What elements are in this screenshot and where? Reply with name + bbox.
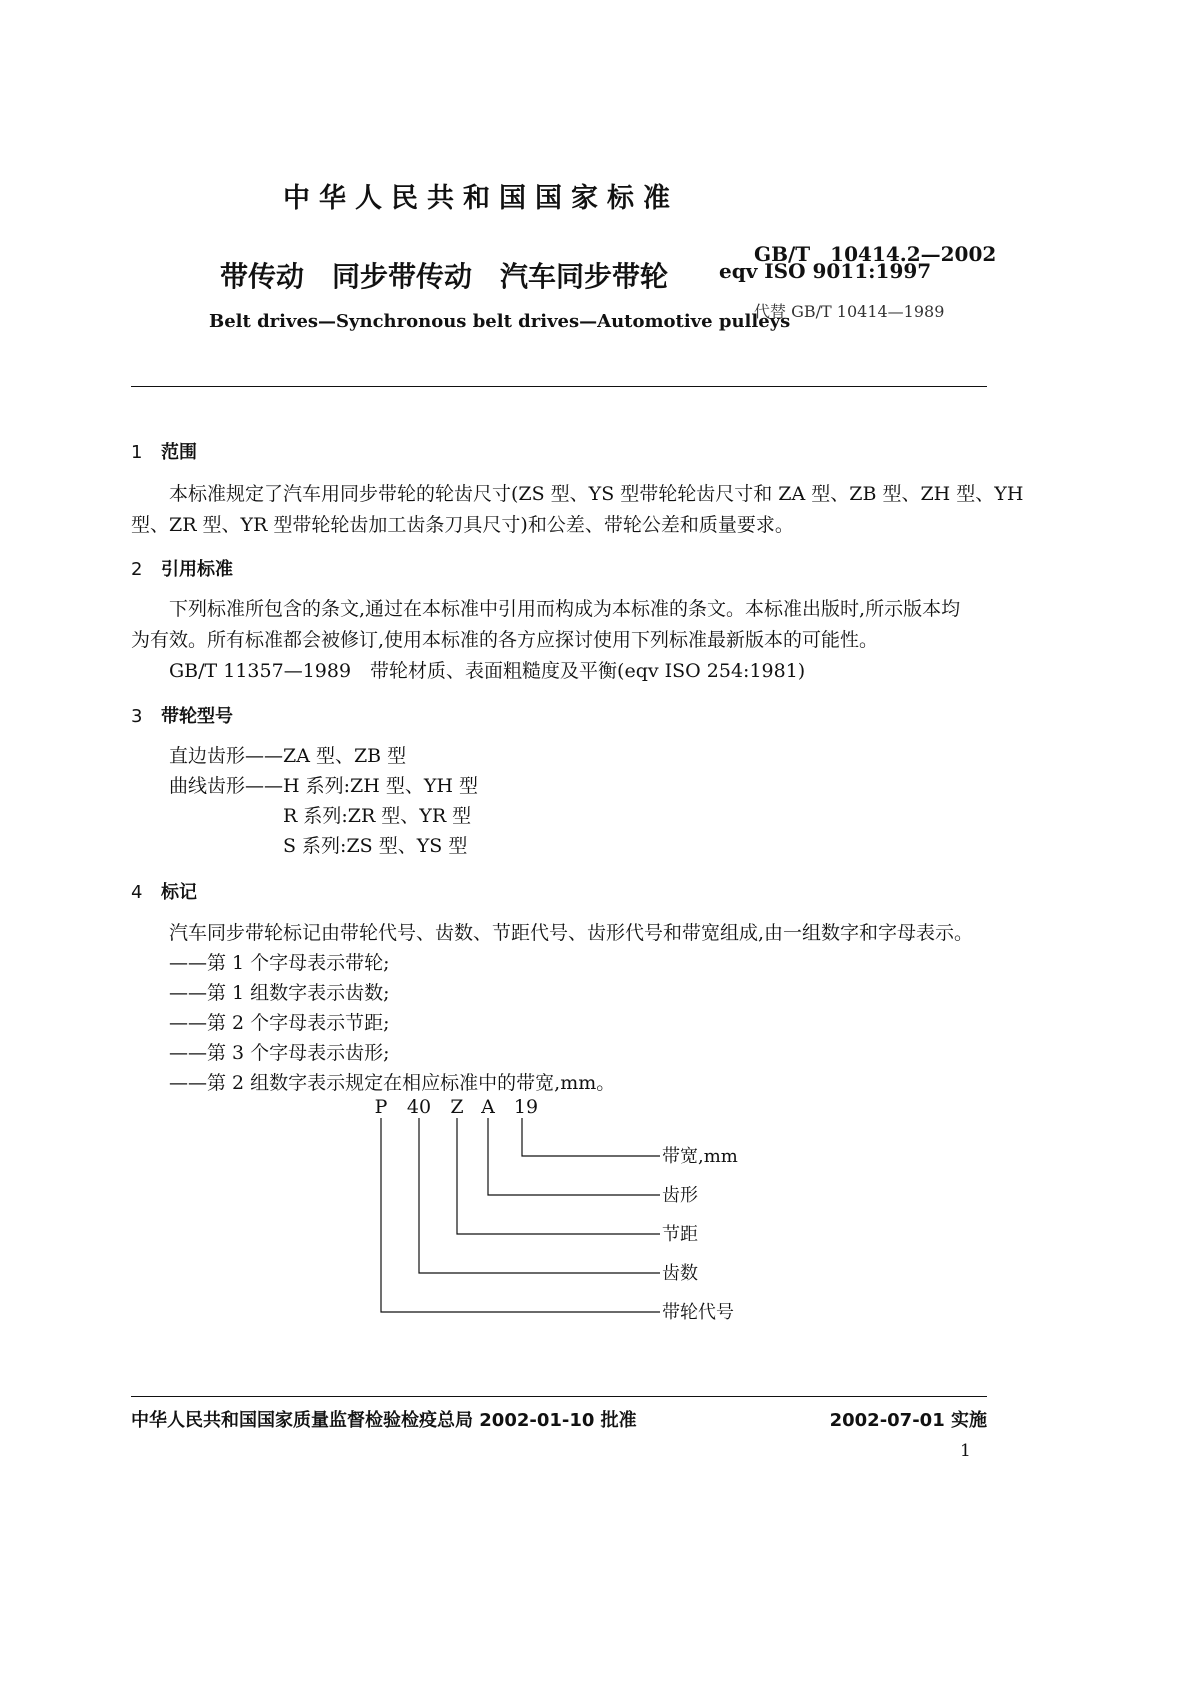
label-pulley-code: 带轮代号: [662, 1302, 734, 1323]
section-title: 引用标准: [161, 559, 233, 580]
document-title-cn: 带传动 同步带传动 汽车同步带轮: [220, 260, 669, 293]
iso-equivalence: eqv ISO 9011:1997: [719, 259, 932, 283]
standard-number: GB/T 10414.2—2002: [754, 242, 997, 266]
paragraph-line: 汽车同步带轮标记由带轮代号、齿数、节距代号、齿形代号和带宽组成,由一组数字和字母表示。: [169, 922, 974, 944]
page-number: 1: [960, 1441, 971, 1461]
leader-line-pulley-code: [381, 1118, 660, 1312]
national-standard-title: 中华人民共和国国家标准: [283, 183, 679, 214]
section-title: 范围: [161, 442, 197, 463]
section-number: 4: [131, 882, 143, 903]
code-pitch: Z: [450, 1096, 464, 1118]
section-number: 3: [131, 706, 143, 727]
code-pulley: P: [374, 1096, 388, 1118]
code-tooth-profile: A: [481, 1096, 495, 1118]
label-pitch: 节距: [662, 1224, 698, 1245]
section-title: 带轮型号: [161, 706, 233, 727]
reference-line: GB/T 11357—1989 带轮材质、表面粗糙度及平衡(eqv ISO 254:1981): [169, 660, 806, 682]
list-item: ——第 2 个字母表示节距;: [169, 1012, 390, 1034]
list-item: ——第 2 组数字表示规定在相应标准中的带宽,mm。: [169, 1072, 616, 1094]
pulley-type-line: S 系列:ZS 型、YS 型: [283, 835, 468, 857]
issuer-approval: 中华人民共和国国家质量监督检验检疫总局 2002-01-10 批准: [131, 1410, 637, 1431]
replaces-standard: 代替 GB/T 10414—1989: [754, 302, 945, 321]
paragraph-line: 型、ZR 型、YR 型带轮轮齿加工齿条刀具尺寸)和公差、带轮公差和质量要求。: [131, 514, 794, 536]
leader-line-belt-width: [522, 1118, 660, 1156]
section-number: 1: [131, 442, 143, 463]
label-teeth-count: 齿数: [662, 1263, 698, 1284]
label-belt-width: 带宽,mm: [662, 1146, 738, 1167]
pulley-type-line: 直边齿形——ZA 型、ZB 型: [169, 745, 407, 767]
paragraph-line: 下列标准所包含的条文,通过在本标准中引用而构成为本标准的条文。本标准出版时,所示版本均: [169, 598, 961, 620]
list-item: ——第 1 个字母表示带轮;: [169, 952, 390, 974]
pulley-type-line: 曲线齿形——H 系列:ZH 型、YH 型: [169, 775, 478, 797]
section-number: 2: [131, 559, 143, 580]
pulley-type-line: R 系列:ZR 型、YR 型: [283, 805, 472, 827]
footer-rule: [131, 1396, 987, 1397]
list-item: ——第 1 组数字表示齿数;: [169, 982, 390, 1004]
code-teeth-count: 40: [406, 1096, 432, 1118]
paragraph-line: 本标准规定了汽车用同步带轮的轮齿尺寸(ZS 型、YS 型带轮轮齿尺寸和 ZA 型、ZB 型、ZH 型、YH: [169, 483, 1024, 505]
code-belt-width: 19: [513, 1096, 539, 1118]
effective-date: 2002-07-01 实施: [829, 1410, 987, 1431]
label-tooth-profile: 齿形: [662, 1185, 698, 1206]
paragraph-line: 为有效。所有标准都会被修订,使用本标准的各方应探讨使用下列标准最新版本的可能性。: [131, 629, 879, 651]
list-item: ——第 3 个字母表示齿形;: [169, 1042, 390, 1064]
document-title-en: Belt drives—Synchronous belt drives—Automotive pulleys: [209, 311, 791, 332]
section-title: 标记: [161, 882, 197, 903]
